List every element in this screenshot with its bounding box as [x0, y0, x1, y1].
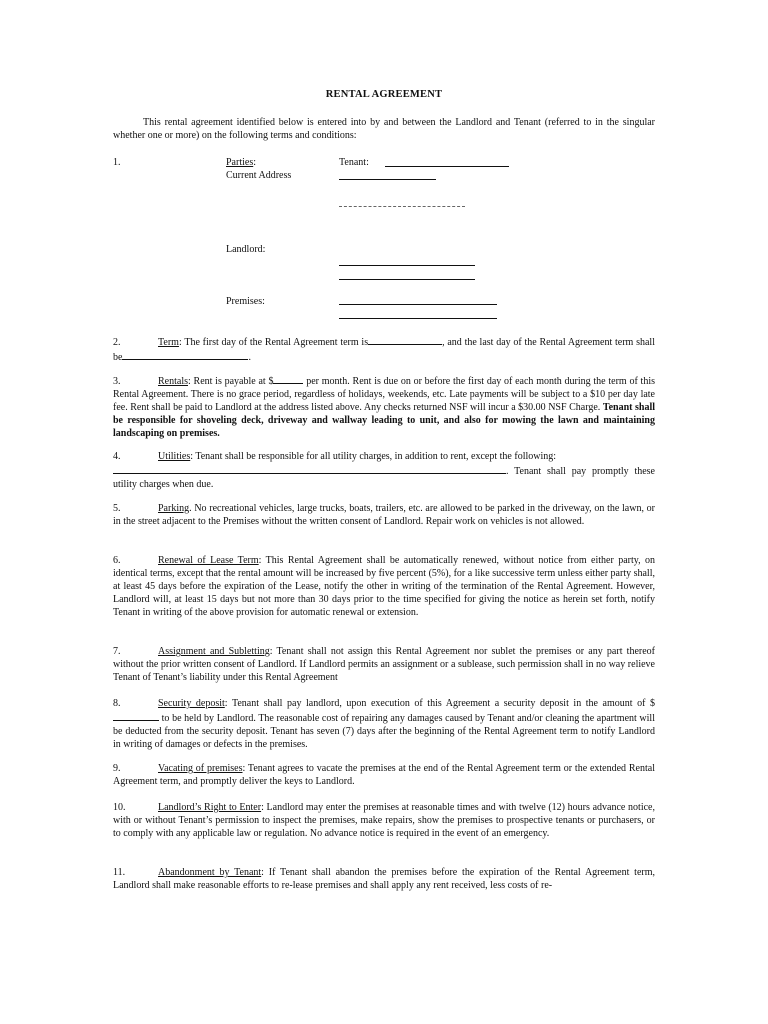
renewal-heading: Renewal of Lease Term: [158, 555, 259, 566]
section-utilities: [113, 450, 655, 491]
abandonment-heading: Abandonment by Tenant: [158, 867, 262, 878]
deposit-amount-blank: [113, 710, 159, 721]
section-vacating: [113, 762, 655, 788]
term-start-date-blank: [368, 334, 442, 345]
section-10-number: 10.: [113, 802, 126, 813]
landlord-blank-1: [339, 265, 475, 266]
security-text-start: : Tenant shall pay landlord, upon execution of this Agreement a security deposit in the amount of $: [224, 698, 655, 709]
section-security-deposit: [113, 697, 655, 751]
rent-amount-blank: [273, 373, 303, 384]
section-term: [113, 334, 655, 364]
assignment-text: : Tenant shall not assign this Rental Agreement nor sublet the premises or any part thereof without the prior written consent of Landlord. If Landlord permits an assignment or a sublease, such permission shall in no way relieve Tenant of Tenant’s liability under this Rental Agreement: [113, 646, 655, 683]
term-heading: Term: [158, 337, 179, 348]
tenant-label: Tenant:: [339, 157, 369, 168]
section-3-number: 3.: [113, 376, 121, 387]
parties-heading: [226, 156, 256, 169]
landlord-blank-2: [339, 279, 475, 280]
term-text-start: : The first day of the Rental Agreement term is: [178, 337, 369, 348]
current-address-label: Current Address: [226, 170, 292, 181]
right-to-enter-text: : Landlord may enter the premises at reasonable times and with twelve (12) hours advance notice, with or without Tenant’s permission to inspect the premises, make repairs, show the premises to prospective tenants or purchasers, or to comply with any applicable law or regulation. No advance notice is required in the event of an emergency.: [113, 802, 655, 839]
current-address-blank-2: [339, 206, 465, 207]
utilities-text: : Tenant shall be responsible for all utility charges, in addition to rent, except the following:: [190, 451, 557, 462]
section-11-number: 11.: [113, 867, 126, 878]
term-text-mid: , and the last day of the Rental Agreement term shall be: [113, 337, 655, 363]
landlord-label: Landlord:: [226, 244, 266, 255]
parking-heading: Parking: [158, 503, 190, 514]
parties-heading-text: Parties: [226, 157, 254, 168]
premises-label: Premises:: [226, 296, 265, 307]
parties-heading-colon: :: [253, 157, 256, 168]
document-title: RENTAL AGREEMENT: [325, 89, 443, 100]
current-address-blank-1: [339, 179, 436, 180]
assignment-heading: Assignment and Subletting: [158, 646, 270, 657]
security-heading: Security deposit: [158, 698, 225, 709]
parking-text: . No recreational vehicles, large trucks, boats, trailers, etc. are allowed to be parked in the driveway, on the lawn, or in the street adjacent to the Premises without the written consent of Landlord. Repair work on vehicles is not allowed.: [113, 503, 655, 527]
rentals-bold-text: Tenant shall be responsible for shoveling deck, driveway and wallway leading to unit, and also for mowing the lawn and maintaining landscaping on premises.: [113, 402, 656, 439]
section-renewal: [113, 554, 655, 619]
right-to-enter-heading: Landlord’s Right to Enter: [158, 802, 262, 813]
abandonment-text: : If Tenant shall abandon the premises before the expiration of the Rental Agreement term, Landlord shall make reasonable efforts to re-lease premises and shall apply any rent received, less costs of re-: [113, 867, 655, 891]
intro-paragraph: This rental agreement identified below is entered into by and between the Landlord and Tenant (referred to in the singular whether one or more) on the following terms and conditions:: [113, 117, 655, 141]
term-end-date-blank: [122, 349, 248, 360]
section-4-number: 4.: [113, 451, 121, 462]
utilities-heading: Utilities: [158, 451, 191, 462]
section-2-number: 2.: [113, 337, 121, 348]
security-text: to be held by Landlord. The reasonable cost of repairing any damages caused by Tenant and/or cleaning the apartment will be deducted from the security deposit. Tenant has seven (7) days after the beginning of the Rental Agreement term to notify Landlord in writing of damages or defects in the premises.: [113, 713, 655, 750]
utilities-text-after: . Tenant shall pay promptly these utility charges when due.: [113, 466, 655, 490]
premises-blank-2: [339, 318, 497, 319]
premises-blank-1: [339, 304, 497, 305]
section-5-number: 5.: [113, 503, 121, 514]
section-right-to-enter: [113, 801, 655, 840]
section-abandonment: [113, 866, 655, 892]
section-parking: [113, 502, 655, 528]
vacating-heading: Vacating of premises: [158, 763, 243, 774]
section-9-number: 9.: [113, 763, 121, 774]
section-assignment: [113, 645, 655, 684]
renewal-text: : This Rental Agreement shall be automatically renewed, without notice from either party, on identical terms, except that the rental amount will be increased by five percent (5%), for a like successive term unless either party shall, at least 45 days before the expiration of the Lease, notify the other in writing of the termination of the Rental Agreement. However, Landlord will, at least 15 days but not more than 30 days prior to the time specified for giving the notice as herein set forth, notify Tenant in writing of the above provision for automatic renewal or extension.: [113, 555, 655, 618]
rentals-text-start: : Rent is payable at $: [188, 376, 274, 387]
section-1-number: 1.: [113, 157, 121, 168]
rentals-heading: Rentals: [158, 376, 188, 387]
term-text-end: .: [248, 352, 251, 363]
utilities-exceptions-blank: [113, 463, 506, 474]
rentals-text: per month. Rent is due on or before the first day of each month during the term of this Rental Agreement. There is no grace period, regardless of holidays, weekends, etc. Late payments will be subject to a $10 per day late fee. Rent shall be paid to Landlord at the address listed above. Any checks returned NSF will incur a $30.00 NSF Charge.: [113, 376, 655, 413]
tenant-name-blank: [385, 166, 509, 167]
section-rentals: [113, 373, 655, 440]
vacating-text: : Tenant agrees to vacate the premises at the end of the Rental Agreement term or the extended Rental Agreement term, and promptly deliver the keys to Landlord.: [113, 763, 655, 787]
section-6-number: 6.: [113, 555, 121, 566]
section-7-number: 7.: [113, 646, 121, 657]
section-8-number: 8.: [113, 698, 121, 709]
